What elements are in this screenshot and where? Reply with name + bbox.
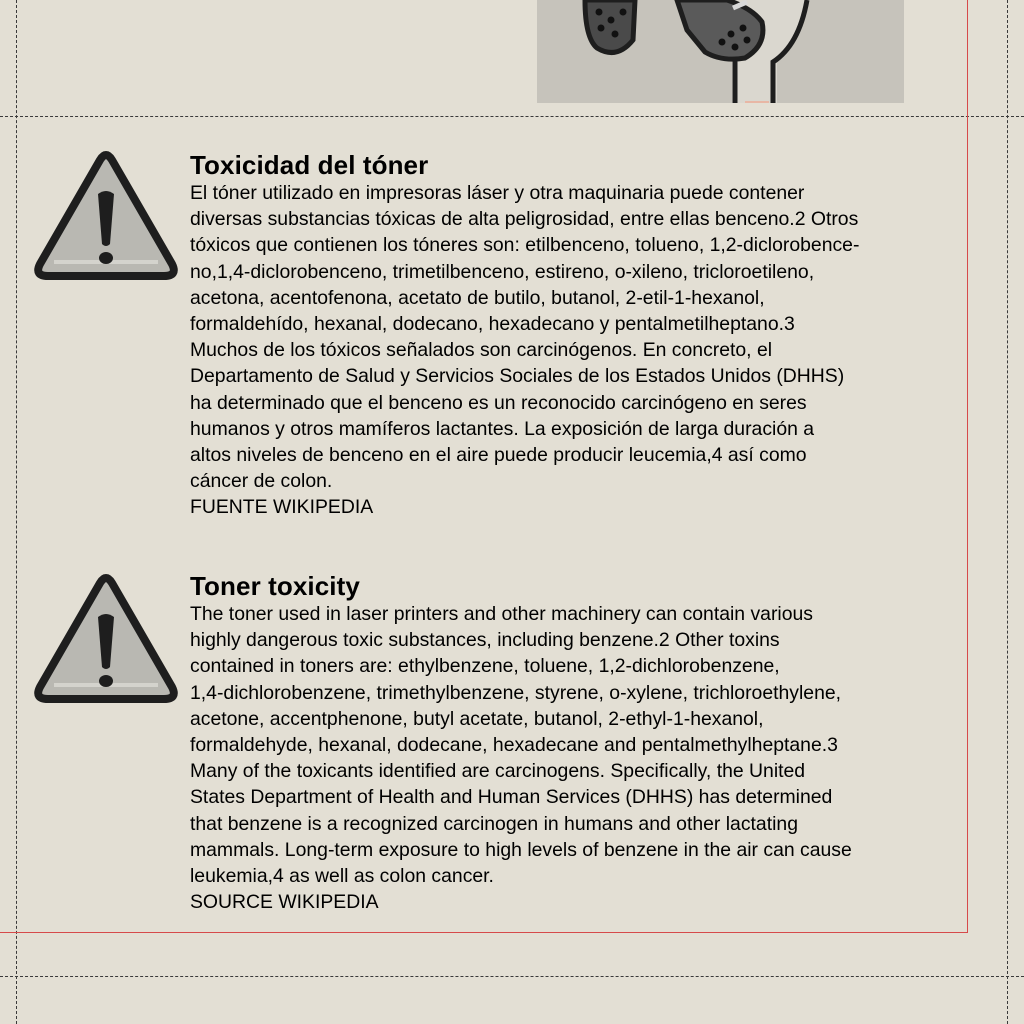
dashed-guide-right bbox=[1007, 0, 1008, 1024]
dashed-guide-left bbox=[16, 0, 17, 1024]
source-label-es: FUENTE WIKIPEDIA bbox=[190, 496, 374, 519]
source-label-en: SOURCE WIKIPEDIA bbox=[190, 891, 379, 914]
section-body-es: El tóner utilizado en impresoras láser y otra maquinaria puede contener diversas substancias tóxicas de alta peligrosidad, entre ellas benceno.2 Otros tóxicos que contienen los tóneres son: etilbenceno, tolueno, 1,2-diclorobence- no,1,4-diclorobenceno, trimetilbenceno, estireno, o-xileno, tricloroetileno, acetona, acentofenona, acetato de butilo, butanol, 2-etil-1-hexanol, formaldehído, hexanal, dodecano, hexadecano y pentalmetilheptano.3 Muchos de los tóxicos señalados son carcinógenos. En concreto, el Departamento de Salud y Servicios Sociales de los Estados Unidos (DHHS) ha determinado que el benceno es un reconocido carcinógeno en seres humanos y otros mamíferos lactantes. La exposición de larga duración a altos niveles de benceno en el aire puede producir leucemia,4 así como cáncer de colon. bbox=[190, 182, 860, 493]
section-body-en: The toner used in laser printers and other machinery can contain various highly dangerous toxic substances, including benzene.2 Other toxins contained in toners are: ethylbenzene, toluene, 1,2-dichlorobenzene, 1,4-dichlorobenzene, trimethylbenzene, styrene, o-xylene, trichloroethylene, acetone, accentphenone, butyl acetate, butanol, 2-ethyl-1-hexanol, formaldehyde, hexanal, dodecane, hexadecane and pentalmethylheptane.3 Many of the toxicants identified are carcinogens. Specifically, the United States Department of Health and Human Services (DHHS) has determined that benzene is a recognized carcinogen in humans and other lactating mammals. Long-term exposure to high levels of benzene in the air can cause leukemia,4 as well as colon cancer. bbox=[190, 603, 852, 888]
bleed-line-right bbox=[967, 0, 968, 932]
section-title-en: Toner toxicity bbox=[190, 571, 360, 601]
section-title-es: Toxicidad del tóner bbox=[190, 150, 429, 180]
dashed-guide-bottom bbox=[0, 976, 1024, 977]
toxicity-section-es bbox=[190, 150, 960, 521]
warning-triangle-icon bbox=[34, 150, 180, 282]
dashed-guide-top bbox=[0, 116, 1024, 117]
bleed-line-bottom bbox=[0, 932, 968, 933]
gas-mask-illustration bbox=[537, 0, 904, 103]
toxicity-section-en bbox=[190, 571, 960, 915]
warning-triangle-icon bbox=[34, 573, 180, 705]
